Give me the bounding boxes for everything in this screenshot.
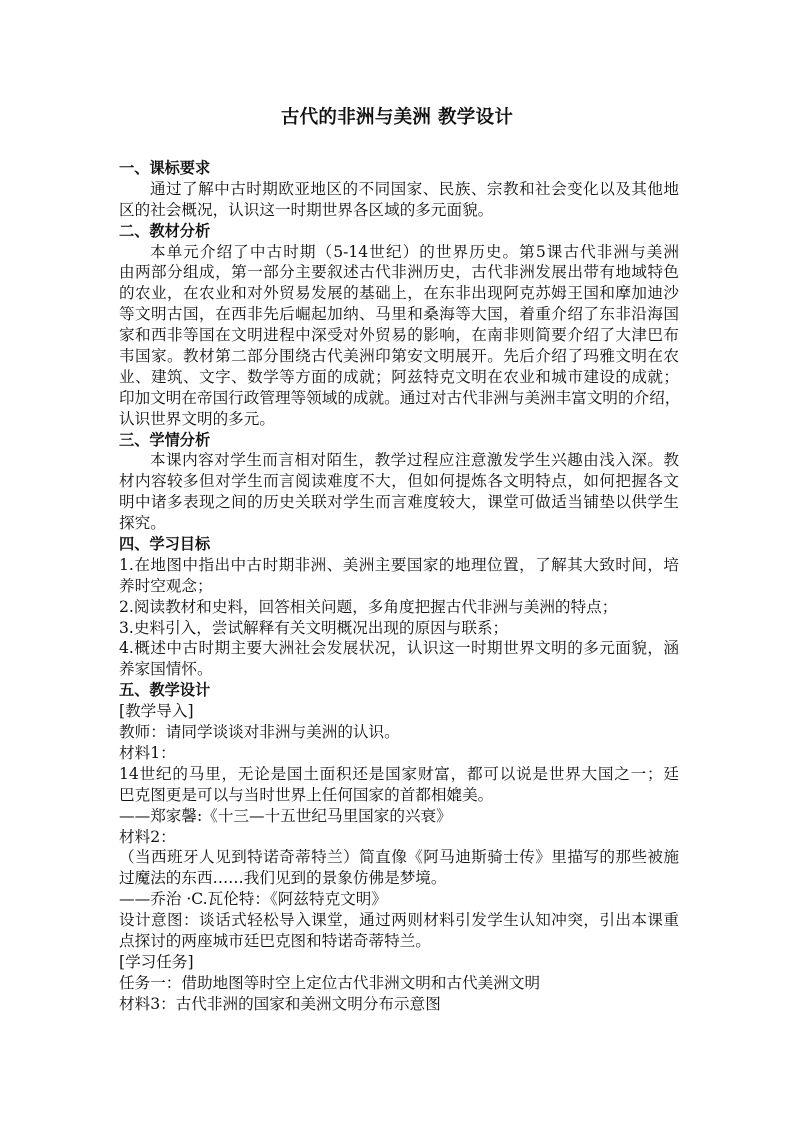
paragraph-line: 由两部分组成，第一部分主要叙述古代非洲历史，古代非洲发展出带有地域特色: [119, 263, 679, 282]
material-label: 材料1：: [119, 743, 176, 762]
objective-line: 2.阅读教材和史料，回答相关问题，多角度把握古代非洲与美洲的特点；: [119, 597, 618, 616]
objective-line: 3.史料引入，尝试解释有关文明概况出现的原因与联系；: [119, 618, 509, 637]
material-text: 过魔法的东西……我们见到的景象仿佛是梦境。: [119, 869, 447, 888]
section-heading: 三、学情分析: [119, 430, 211, 449]
paragraph-line: 材内容较多但对学生而言阅读难度不大，但如何提炼各文明特点，如何把握各文: [119, 472, 679, 491]
paragraph-line: 本单元介绍了中古时期（5-14世纪）的世界历史。第5课古代非洲与美洲: [150, 242, 679, 261]
paragraph-line: 通过了解中古时期欧亚地区的不同国家、民族、宗教和社会变化以及其他地: [150, 179, 679, 198]
section-heading: 一、课标要求: [119, 159, 211, 177]
paragraph-line: 认识世界文明的多元。: [119, 409, 275, 428]
objective-line: 养家国情怀。: [119, 660, 213, 679]
objective-line: 4.概述中古时期主要大洲社会发展状况，认识这一时期世界文明的多元面貌，涵: [119, 639, 679, 658]
section-heading: 五、教学设计: [119, 681, 211, 700]
document-title: 古代的非洲与美洲 教学设计: [280, 107, 514, 128]
material-text: （当西班牙人见到特诺奇蒂特兰）简直像《阿马迪斯骑士传》里描写的那些被施: [119, 848, 679, 867]
paragraph-line: 教师：请同学谈谈对非洲与美洲的认识。: [119, 723, 400, 742]
design-intent: 设计意图：谈话式轻松导入课堂，通过两则材料引发学生认知冲突，引出本课重: [119, 911, 679, 930]
material-source: ——乔治 ·C.瓦伦特：《阿兹特克文明》: [119, 890, 387, 909]
paragraph-line: 的农业，在农业和对外贸易发展的基础上，在东非出现阿克苏姆王国和摩加迪沙: [119, 284, 679, 303]
material-text: 巴克图更是可以与当时世界上任何国家的首都相媲美。: [119, 785, 494, 804]
objective-line: 养时空观念；: [119, 576, 213, 595]
subsection-label: [学习任务]: [119, 952, 194, 971]
material-label: 材料2：: [119, 827, 176, 846]
material-source: ——郑家馨:《十三—十五世纪马里国家的兴衰》: [119, 806, 452, 825]
material-text: 14世纪的马里，无论是国土面积还是国家财富，都可以说是世界大国之一；廷: [119, 764, 679, 783]
paragraph-line: 等文明古国，在西非先后崛起加纳、马里和桑海等大国，着重介绍了东非沿海国: [119, 305, 679, 324]
paragraph-line: 探究。: [119, 514, 166, 533]
paragraph-line: 本课内容对学生而言相对陌生，教学过程应注意激发学生兴趣由浅入深。教: [150, 451, 679, 470]
material-label: 材料3：古代非洲的国家和美洲文明分布示意图: [119, 994, 441, 1013]
paragraph-line: 印加文明在帝国行政管理等领域的成就。通过对古代非洲与美洲丰富文明的介绍，: [119, 388, 681, 407]
document-body: [119, 158, 679, 1015]
paragraph-line: 业、建筑、文字、数学等方面的成就；阿兹特克文明在农业和城市建设的成就；: [119, 367, 679, 386]
section-heading: 四、学习目标: [119, 535, 211, 554]
design-intent: 点探讨的两座城市廷巴克图和特诺奇蒂特兰。: [119, 931, 431, 950]
subsection-label: [教学导入]: [119, 702, 194, 721]
paragraph-line: 韦国家。教材第二部分围绕古代美洲印第安文明展开。先后介绍了玛雅文明在农: [119, 347, 679, 366]
paragraph-line: 家和西非等国在文明进程中深受对外贸易的影响，在南非则简要介绍了大津巴布: [119, 326, 679, 345]
objective-line: 1.在地图中指出中古时期非洲、美洲主要国家的地理位置，了解其大致时间，培: [119, 555, 679, 574]
paragraph-line: 明中诸多表现之间的历史关联对学生而言难度较大，课堂可做适当铺垫以供学生: [119, 493, 679, 512]
paragraph-line: 区的社会概况，认识这一时期世界各区域的多元面貌。: [119, 200, 494, 219]
section-heading: 二、教材分析: [119, 221, 211, 240]
task-line: 任务一：借助地图等时空上定位古代非洲文明和古代美洲文明: [119, 973, 541, 992]
